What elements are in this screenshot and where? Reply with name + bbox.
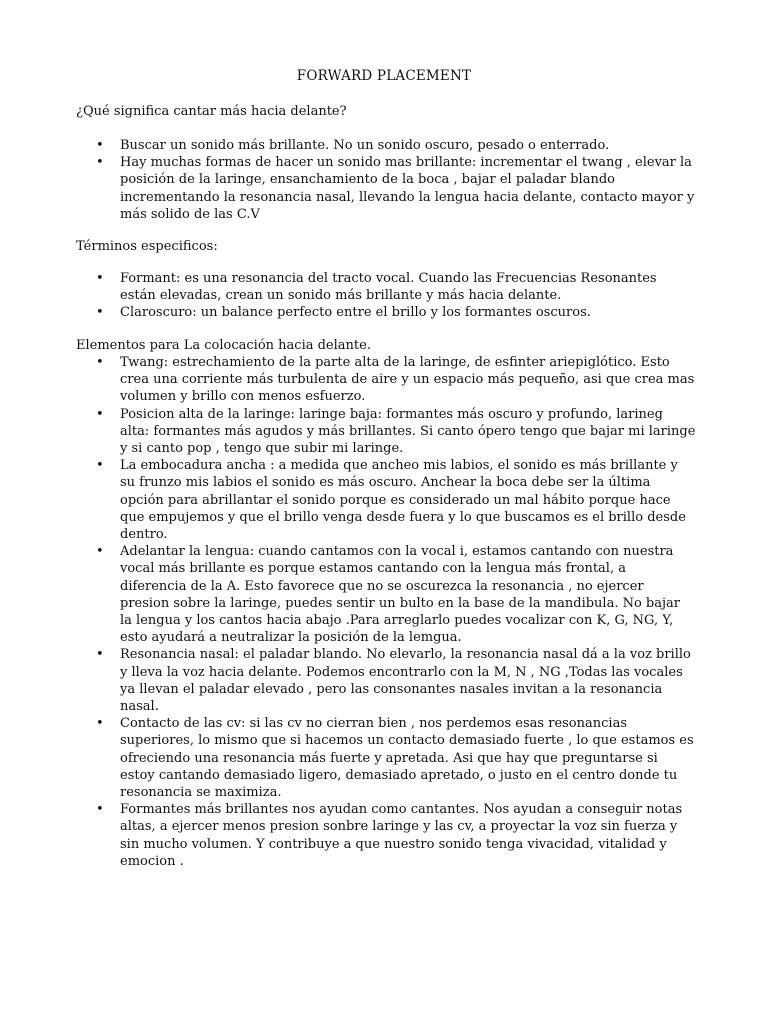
list-item	[76, 354, 696, 406]
bullet-icon: •	[96, 716, 104, 732]
list-item	[76, 270, 696, 304]
list-item	[76, 304, 696, 321]
intro-list	[76, 137, 696, 223]
list-item-text: La embocadura ancha : a medida que ancheo mis labios, el sonido es más brillante y su frunzo mis labios el sonido es más oscuro. Anchear la boca debe ser la última opción para abrillantar el sonido porque es considerado un mal hábito porque hace que empujemos y que el brillo venga desde fuera y lo que buscamos es el brillo desde dentro.	[120, 458, 686, 543]
bullet-icon: •	[96, 271, 104, 286]
list-item	[76, 646, 696, 715]
list-item	[76, 715, 696, 801]
list-item-text: Twang: estrechamiento de la parte alta de la laringe, de esfinter ariepiglótico. Esto crea una corriente más turbulenta de aire y un espacio más pequeño, asi que crea mas volumen y brillo con menos esfuerzo.	[120, 355, 695, 405]
bullet-icon: •	[96, 406, 104, 422]
list-item-text: Formant: es una resonancia del tracto vocal. Cuando las Frecuencias Resonantes están elevadas, crean un sonido más brillante y más hacia delante.	[120, 271, 657, 304]
bullet-icon: •	[96, 647, 104, 663]
list-item-text: Resonancia nasal: el paladar blando. No elevarlo, la resonancia nasal dá a la voz brillo y lleva la voz hacia delante. Podemos encontrarlo con la M, N , NG ,Todas las vocales ya llevan el paladar elevado , pero las consonantes nasales invitan a la resonancia nasal.	[120, 647, 691, 715]
bullet-icon: •	[96, 305, 104, 321]
bullet-icon: •	[96, 544, 104, 560]
terms-list	[76, 270, 696, 322]
list-item	[76, 801, 696, 870]
bullet-icon: •	[96, 355, 104, 370]
bullet-icon: •	[96, 155, 104, 171]
list-item	[76, 457, 696, 543]
list-item	[76, 406, 696, 458]
list-item-text: Claroscuro: un balance perfecto entre el brillo y los formantes oscuros.	[120, 305, 591, 321]
list-item-text: Posicion alta de la laringe: laringe baja: formantes más oscuro y profundo, larineg alta: formantes más agudos y más brillantes. Si canto ópero tengo que bajar mi laringe y si canto pop , tengo que subir mi laringe.	[120, 406, 696, 457]
list-item-text: Formantes más brillantes nos ayudan como cantantes. Nos ayudan a conseguir notas altas, a ejercer menos presion sonbre laringe y las cv, a proyectar la voz sin fuerza y sin mucho volumen. Y contribuye a que nuestro sonido tenga vivacidad, vitalidad y emocion .	[120, 802, 683, 869]
bullet-icon: •	[96, 458, 104, 474]
elements-heading: Elementos para La colocación hacia delante.	[76, 338, 371, 353]
list-item-text: Buscar un sonido más brillante. No un sonido oscuro, pesado o enterrado.	[120, 138, 610, 153]
elements-list	[76, 354, 696, 870]
question-heading: ¿Qué significa cantar más hacia delante?	[76, 104, 347, 119]
document-title: FORWARD PLACEMENT	[296, 68, 472, 84]
list-item	[76, 543, 696, 646]
bullet-icon: •	[96, 138, 104, 153]
list-item	[76, 154, 696, 223]
terms-heading: Términos especificos:	[76, 239, 218, 254]
list-item-text: Hay muchas formas de hacer un sonido mas brillante: incrementar el twang , elevar la posición de la laringe, ensanchamiento de la boca , bajar el paladar blando incrementando la resonancia nasal, llevando la lengua hacia delante, contacto mayor y más solido de las C.V	[120, 155, 695, 222]
list-item	[76, 137, 696, 154]
list-item-text: Adelantar la lengua: cuando cantamos con la vocal i, estamos cantando con nuestra vocal más brillante es porque estamos cantando con la lengua más frontal, a diferencia de la A. Esto favorece que no se oscurezca la resonancia , no ejercer presion sobre la laringe, puedes sentir un bulto en la base de la mandibula. No bajar la lengua y los cantos hacia abajo .Para arreglarlo puedes vocalizar con K, G, NG, Y, esto ayudará a neutralizar la posición de la lemgua.	[120, 544, 681, 646]
list-item-text: Contacto de las cv: si las cv no cierran bien , nos perdemos esas resonancias superiores, lo mismo que si hacemos un contacto demasiado fuerte , lo que estamos es ofreciendo una resonancia más fuerte y apretada. Asi que hay que preguntarse si estoy cantando demasiado ligero, demasiado apretado, o justo en el centro donde tu resonancia se maximiza.	[120, 716, 694, 801]
bullet-icon: •	[96, 802, 104, 818]
